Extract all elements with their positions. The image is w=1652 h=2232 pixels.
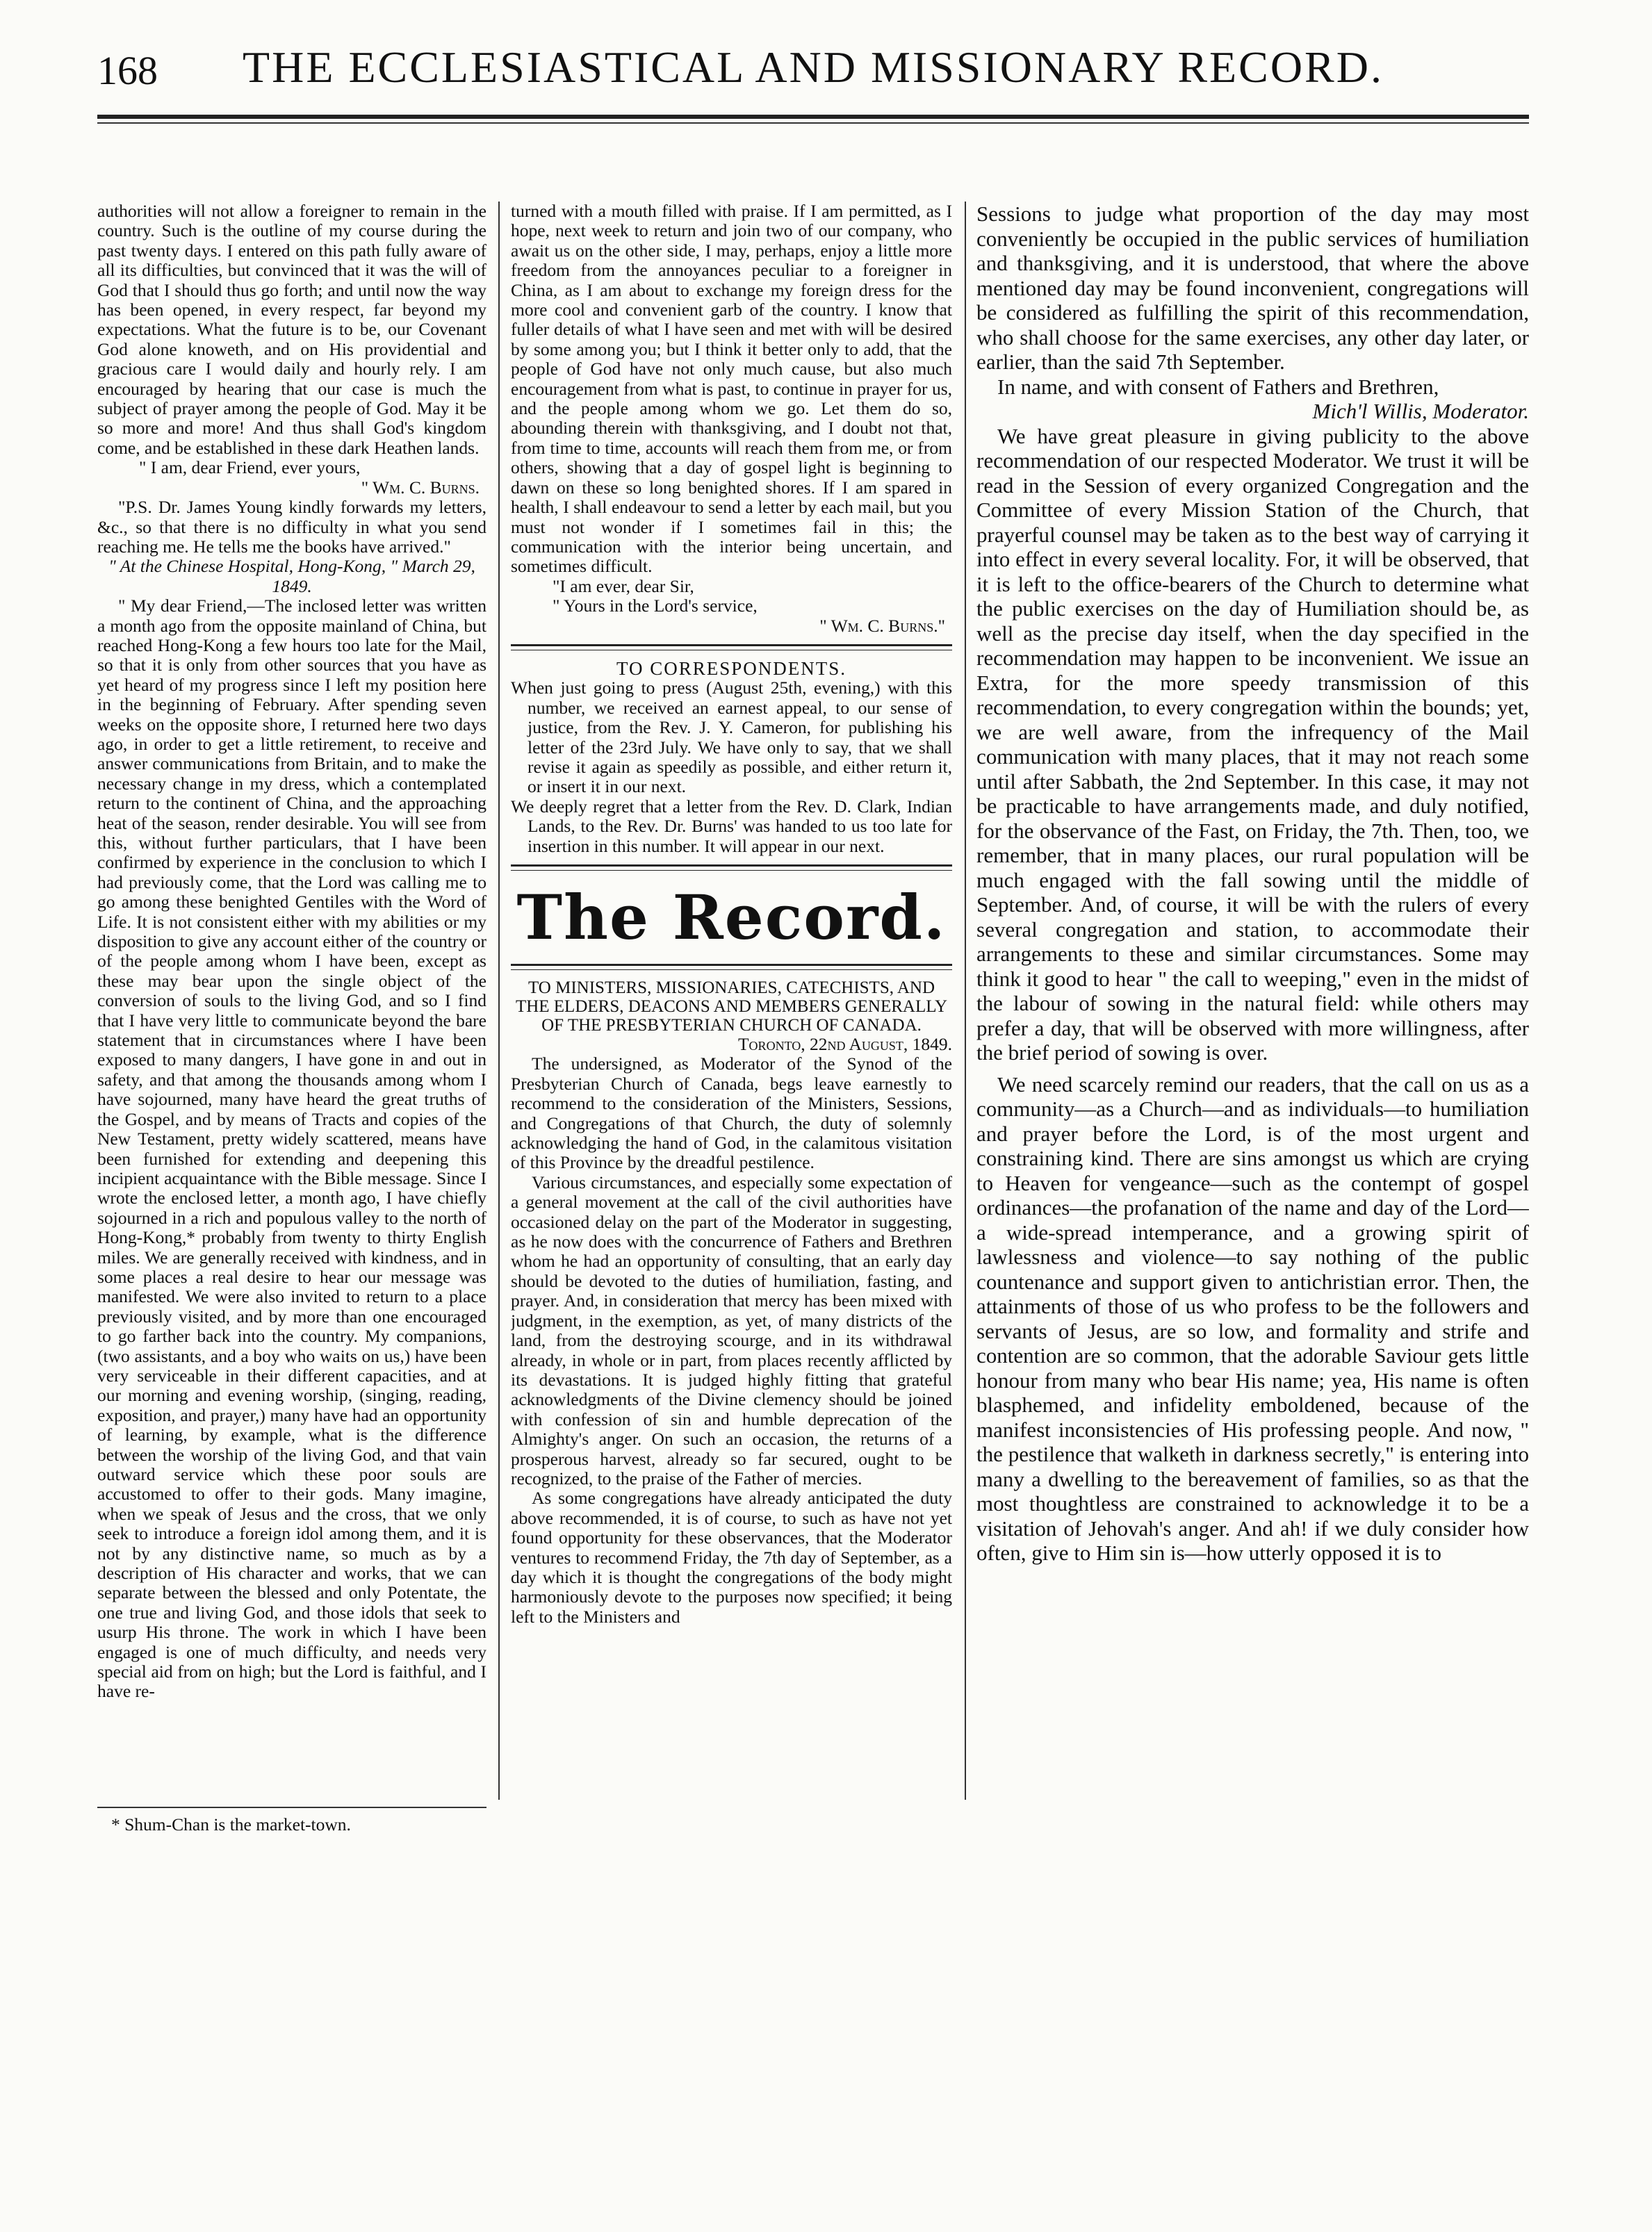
running-title: THE ECCLESIASTICAL AND MISSIONARY RECORD. bbox=[243, 42, 1384, 92]
column-divider bbox=[498, 202, 500, 1800]
paragraph: Various circumstances, and especially some expectation of a general movement at the call of the civil authorities have occasioned delay on the part of the Moderator in suggesting, as he now does with the concurrence of Fathers and Brethren whom he had an opportunity of consulting, that an early day should be devoted to the duties of humiliation, fasting, and prayer. And, in consideration that mercy has been mixed with judgment, in the exemption, as yet, of many districts of the land, from the destroying scourge, and in its withdrawal already, in whole or in part, from places recently afflicted by its devastations. It is judged highly fitting that grateful acknowledgments of the Divine clemency should be joined with confession of sin and humble deprecation of the Almighty's anger. On such an occasion, the returns of a prosperous harvest, already so far secured, ought to be recognized, to the praise of the Father of mercies. bbox=[511, 1172, 952, 1488]
footnote: * Shum-Chan is the market-town. bbox=[111, 1814, 351, 1835]
dateline: Toronto, 22nd August, 1849. bbox=[737, 1034, 952, 1054]
section-heading: TO CORRESPONDENTS. bbox=[616, 657, 847, 679]
header-rule-thick bbox=[97, 115, 1529, 119]
section-rule bbox=[511, 644, 952, 650]
letter-signature: " Wm. C. Burns." bbox=[819, 615, 945, 636]
postscript: "P.S. Dr. James Young kindly forwards my letters, &c., so that there is no difficulty in what you send reaching me. He tells me the books have arrived." bbox=[97, 497, 486, 557]
column-1 bbox=[97, 202, 486, 1779]
paragraph: We need scarcely remind our readers, that the call on us as a community—as a Church—and as individuals—to humiliation and prayer before the Lord, is of the most urgent and constraining kind. There are sins amongst us which are crying to Heaven for vengeance—such as the contempt of gospel ordinances—the profanation of the name and day of the Lord—a wide-spread intemperance, and a growing spirit of lawlessness and violence—to say nothing of the public countenance and support given to antichristian error. Then, the attainments of those of us who profess to be the followers and servants of Jesus, are so low, and formality and strife and contention are so common, that the adorable Saviour gets little honour from many who bear His name; yea, His name is often blasphemed, and infidelity emboldened, because of the manifest inconsistencies of His professing people. And now, " the pestilence that walketh in darkness secretly," is entering into many a dwelling to the bereavement of families, so as that the most thoughtless are constrained to acknowledge it to be a visitation of Jehovah's anger. And ah! if we duly consider how often, give to Him sin is—how utterly opposed it is to bbox=[976, 1072, 1529, 1565]
letter-closing: " I am, dear Friend, ever yours, bbox=[139, 457, 361, 478]
section-rule bbox=[511, 864, 952, 871]
letter-closing: "I am ever, dear Sir, bbox=[553, 575, 694, 596]
paragraph: authorities will not allow a foreigner to remain in the country. Such is the outline of my course during the past twenty days. I entered on this path fully aware of all its difficulties, but convinced that it was the will of God that I should thus go forth; and until now the way has been opened, in every respect, far beyond my expectations. What the future is to be, our Covenant God alone knoweth, and on His providential and gracious care I would daily and hourly rely. I am encouraged by hearing that our case is much the subject of prayer among the people of God. May it be so more and more! And thus shall God's kingdom come, and be established in these dark Heathen lands. bbox=[97, 202, 486, 458]
column-3 bbox=[976, 202, 1529, 1800]
notice: We deeply regret that a letter from the Rev. D. Clark, Indian Lands, to the Rev. Dr. Burns' was handed to us too late for insertion in this number. It will appear in our next. bbox=[511, 796, 952, 856]
header-rule-thin bbox=[97, 122, 1529, 124]
section-rule bbox=[511, 964, 952, 970]
paragraph: We have great pleasure in giving publicity to the above recommendation of our respected Moderator. We trust it will be read in the Session of every organized Congregation and the Committee of every Mission Station of the Church, that prayerful counsel may be taken as to the best way of carrying it into effect in every several locality. For, it will be observed, that it is left to the office-bearers of the Church to determine what the public exercises on the day of Humiliation should be, as well as the precise day itself, when the day specified in the recommendation may happen to be inconvenient. We issue an Extra, for the more speedy transmission of this recommendation, to every congregation within the bounds; yet, we are well aware, from the infrequency of the Mail communication with many places, that it may not reach some until after Sabbath, the 2nd September. In this case, it may not be practicable to have arrangements made, and duly notified, for the observance of the Fast, on Friday, the 7th. Then, too, we remember, that in many places, our rural population will be much engaged with the fall sowing until the middle of September. And, of course, it will be with the rulers of every several congregation and station, to accommodate their arrangements to these and similar circumstances. Some may think it good to hear " the call to weeping," even in the midst of the labour of sowing in the natural field: while others may prefer a day, that will be observed with more willingness, after the brief period of sowing is over. bbox=[976, 423, 1529, 1065]
dateline: " At the Chinese Hospital, Hong-Kong, " March 29, 1849. bbox=[108, 556, 475, 596]
column-divider bbox=[965, 202, 966, 1800]
paragraph: turned with a mouth filled with praise. If I am permitted, as I hope, next week to return and join two of our company, who await us on the other side, I may, perhaps, enjoy a little more freedom from the annoyances peculiar to a foreigner in China, as I am about to exchange my foreign dress for the more cool and convenient garb of the country. I know that fuller details of what I have seen and met with will be desired by some among you; but I think it better only to add, that the people of God have not only much cause, but also much encouragement from what is past, to continue in prayer for us, and the people among whom we go. Let them do so, abounding therein with thanksgiving, and I doubt not that, from time to time, accounts will reach them from me, or from others, showing that a day of gospel light is beginning to dawn on these so long benighted shores. If I am spared in health, I shall endeavour to send a letter by each mail, but you must not wonder if I sometimes fail in this; the communication with the interior being uncertain, and sometimes difficult. bbox=[511, 202, 952, 577]
paragraph: " My dear Friend,—The inclosed letter was written a month ago from the opposite mainland of China, but reached Hong-Kong a few hours too late for the Mail, so that it is only from other sources that you have as yet heard of my progress since I left my position here in the beginning of February. After spending seven weeks on the opposite shore, I returned here two days ago, in order to get a little retirement, to receive and answer communications from Britain, and to make the necessary change in my dress, which a contemplated return to the continent of China, and the approaching heat of the season, render desirable. You will see from this, without further particulars, that I have been confirmed by experience in the conclusion to which I had previously come, that the Lord was calling me to go among these benighted Gentiles with the Word of Life. It is not consistent either with my abilities or my disposition to give any account either of the country or of the people among whom I have been, except as these may bear upon the single object of the conversion of souls to the living God, and so I find that I have very little to communicate beyond the bare statement that in circumstances where I have been exposed to many dangers, I have gone in and out in safety, and that among the thousands among whom I have sojourned, many have heard the great truths of the Gospel, and by means of Tracts and copies of the New Testament, pretty widely scattered, means have been furnished for extending and deepening this incipient acquaintance with the Bible message. Since I wrote the enclosed letter, a month ago, I have chiefly sojourned in a rich and populous valley to the north of Hong-Kong,* probably from twenty to thirty English miles. We are generally received with kindness, and in some places a real desire to hear our message was manifested. We were also invited to return to a place previously visited, and by more than one encouraged to go farther back into the country. My companions, (two assistants, and a boy who waits on us,) have been very serviceable in their different capacities, and at our morning and evening worship, (singing, reading, exposition, and prayer,) many have had an opportunity of learning, by example, what is the difference between the worship of the living God, and that vain outward service which these poor souls are accustomed to offer to their gods. Many imagine, when we speak of Jesus and the cross, that we only seek to introduce a foreign idol among them, and it is not by any distinctive name, so much as by a description of His character and works, that we can separate between the blessed and only Potentate, the one true and living God, and those idols that seek to usurp His throne. The work in which I have been engaged is one of much difficulty, and needs very special aid from on high; but the Lord is faithful, and I have re- bbox=[97, 596, 486, 1702]
letter-signature: " Wm. C. Burns. bbox=[361, 477, 480, 498]
letter-closing: " Yours in the Lord's service, bbox=[553, 596, 758, 616]
moderator-signature: Mich'l Willis, Moderator. bbox=[1312, 399, 1529, 423]
footnote-rule bbox=[97, 1807, 486, 1808]
page-number: 168 bbox=[97, 48, 158, 93]
masthead-title: The Record. bbox=[516, 881, 947, 953]
notice: When just going to press (August 25th, evening,) with this number, we received an earnest appeal, to our sense of justice, from the Rev. J. Y. Cameron, for publishing his letter of the 23rd July. We have only to say, that we shall revise it again as speedily as possible, and either return it, or insert it in our next. bbox=[511, 678, 952, 797]
address-heading: TO MINISTERS, MISSIONARIES, CATECHISTS, AND THE ELDERS, DEACONS AND MEMBERS GENERALLY OF THE PRESBYTERIAN CHURCH OF CANADA. bbox=[515, 978, 948, 1035]
paragraph: The undersigned, as Moderator of the Synod of the Presbyterian Church of Canada, begs leave earnestly to recommend to the consideration of the Ministers, Sessions, and Congregations of that Church, the duty of solemnly acknowledging the hand of God, in the calamitous visitation of this Province by the dreadful pestilence. bbox=[511, 1053, 952, 1173]
column-2 bbox=[511, 202, 952, 1800]
page-header bbox=[97, 42, 1529, 104]
paragraph: As some congregations have already anticipated the duty above recommended, it is of course, to such as have not yet found opportunity for these observances, that the Moderator ventures to recommend Friday, the 7th day of September, as a day which it is thought the congregations of the body might harmoniously devote to the purposes now specified; it being left to the Ministers and bbox=[511, 1488, 952, 1627]
paragraph: In name, and with consent of Fathers and Brethren, bbox=[997, 374, 1439, 399]
paragraph: Sessions to judge what proportion of the day may most conveniently be occupied in the public services of humiliation and thanksgiving, and it is understood, that where the above mentioned day may be found inconvenient, congregations will be considered as fulfilling the spirit of this recommendation, who shall choose for the same exercises, any other day later, or earlier, than the said 7th September. bbox=[976, 202, 1529, 374]
